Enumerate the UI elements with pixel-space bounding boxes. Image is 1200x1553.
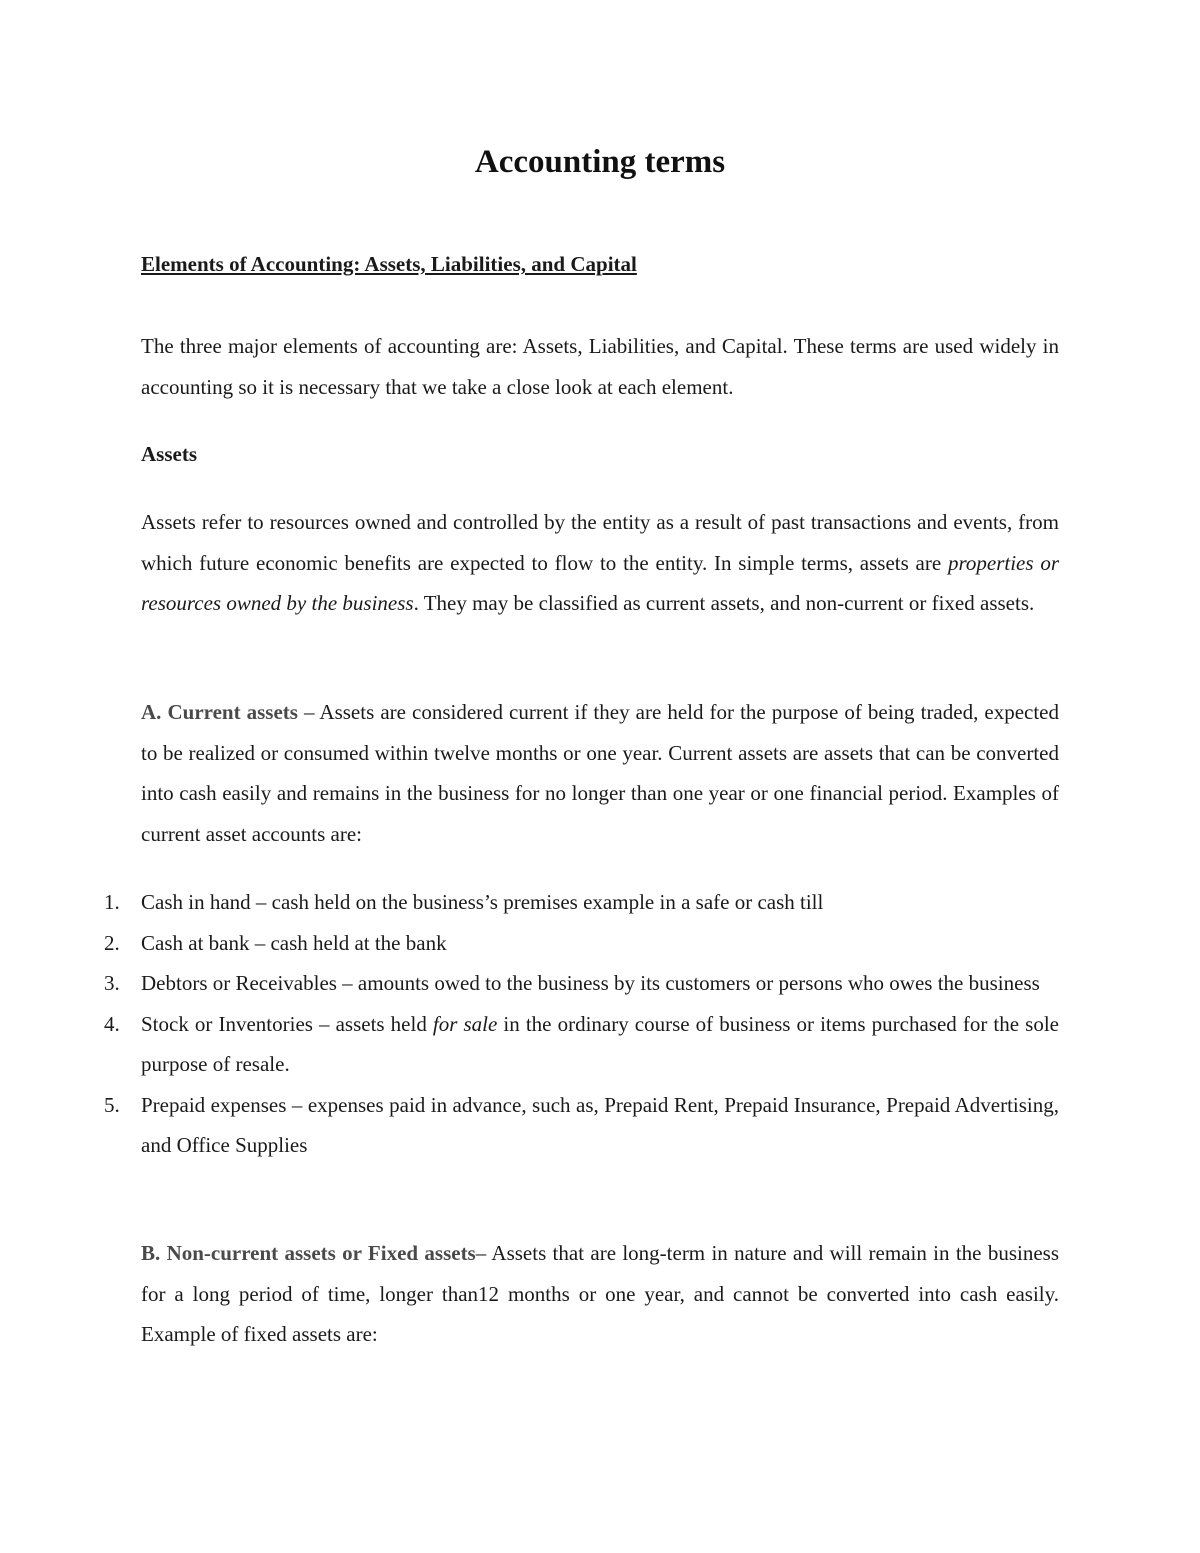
list-number: 1. [104, 890, 120, 914]
assets-paragraph [141, 502, 1059, 624]
non-current-assets-text: – Assets that are long-term in nature and will remain in the business for a long period of time, longer than12 months or one year, and cannot be converted into cash easily. Example of fixed assets are: [141, 1241, 1059, 1346]
list-text: Prepaid expenses – expenses paid in advance, such as, Prepaid Rent, Prepaid Insurance, Prepaid Advertising, and Office Supplies [141, 1092, 1059, 1157]
current-assets-paragraph [141, 692, 1059, 854]
list-item [104, 882, 1059, 923]
list-text: Cash at bank – cash held at the bank [141, 930, 447, 955]
assets-text-after: . They may be classified as current assets, and non-current or fixed assets. [413, 591, 1035, 615]
section-heading: Elements of Accounting: Assets, Liabilities, and Capital [141, 252, 637, 276]
intro-paragraph: The three major elements of accounting are: Assets, Liabilities, and Capital. These terms are used widely in accounting so it is necessary that we take a close look at each element. [141, 334, 1059, 399]
current-assets-label: A. Current assets [141, 700, 298, 724]
assets-text-italic: properties or resources owned by the business [141, 550, 1059, 615]
non-current-assets-paragraph [141, 1233, 1059, 1355]
list-item [104, 963, 1059, 1004]
list-item [104, 923, 1059, 964]
list-number: 4. [104, 1011, 120, 1036]
current-assets-list [104, 882, 1059, 1166]
list-number: 2. [104, 930, 120, 955]
document-page [104, 140, 1059, 1346]
list-item [104, 1085, 1059, 1166]
list-text-before: Stock or Inventories – assets held [141, 1011, 433, 1036]
list-item [104, 1004, 1059, 1085]
list-number: 3. [104, 971, 120, 995]
document-title: Accounting terms [474, 144, 726, 180]
non-current-assets-label: B. Non-current assets or Fixed assets [141, 1241, 476, 1265]
list-text-italic: for sale [432, 1011, 498, 1036]
list-text: Cash in hand – cash held on the business’s premises example in a safe or cash till [141, 890, 824, 914]
assets-heading: Assets [141, 442, 197, 466]
list-text: Debtors or Receivables – amounts owed to the business by its customers or persons who owes the business [141, 971, 1040, 995]
current-assets-text: – Assets are considered current if they are held for the purpose of being traded, expected to be realized or consumed within twelve months or one year. Current assets are assets that can be converted into cash easily and remains in the business for no longer than one year or one financial period. Examples of current asset accounts are: [141, 700, 1059, 846]
list-text-after: in the ordinary course of business or items purchased for the sole purpose of resale. [141, 1011, 1059, 1076]
assets-text-before: Assets refer to resources owned and controlled by the entity as a result of past transactions and events, from which future economic benefits are expected to flow to the entity. In simple terms, assets are [141, 510, 1059, 575]
list-number: 5. [104, 1092, 120, 1117]
